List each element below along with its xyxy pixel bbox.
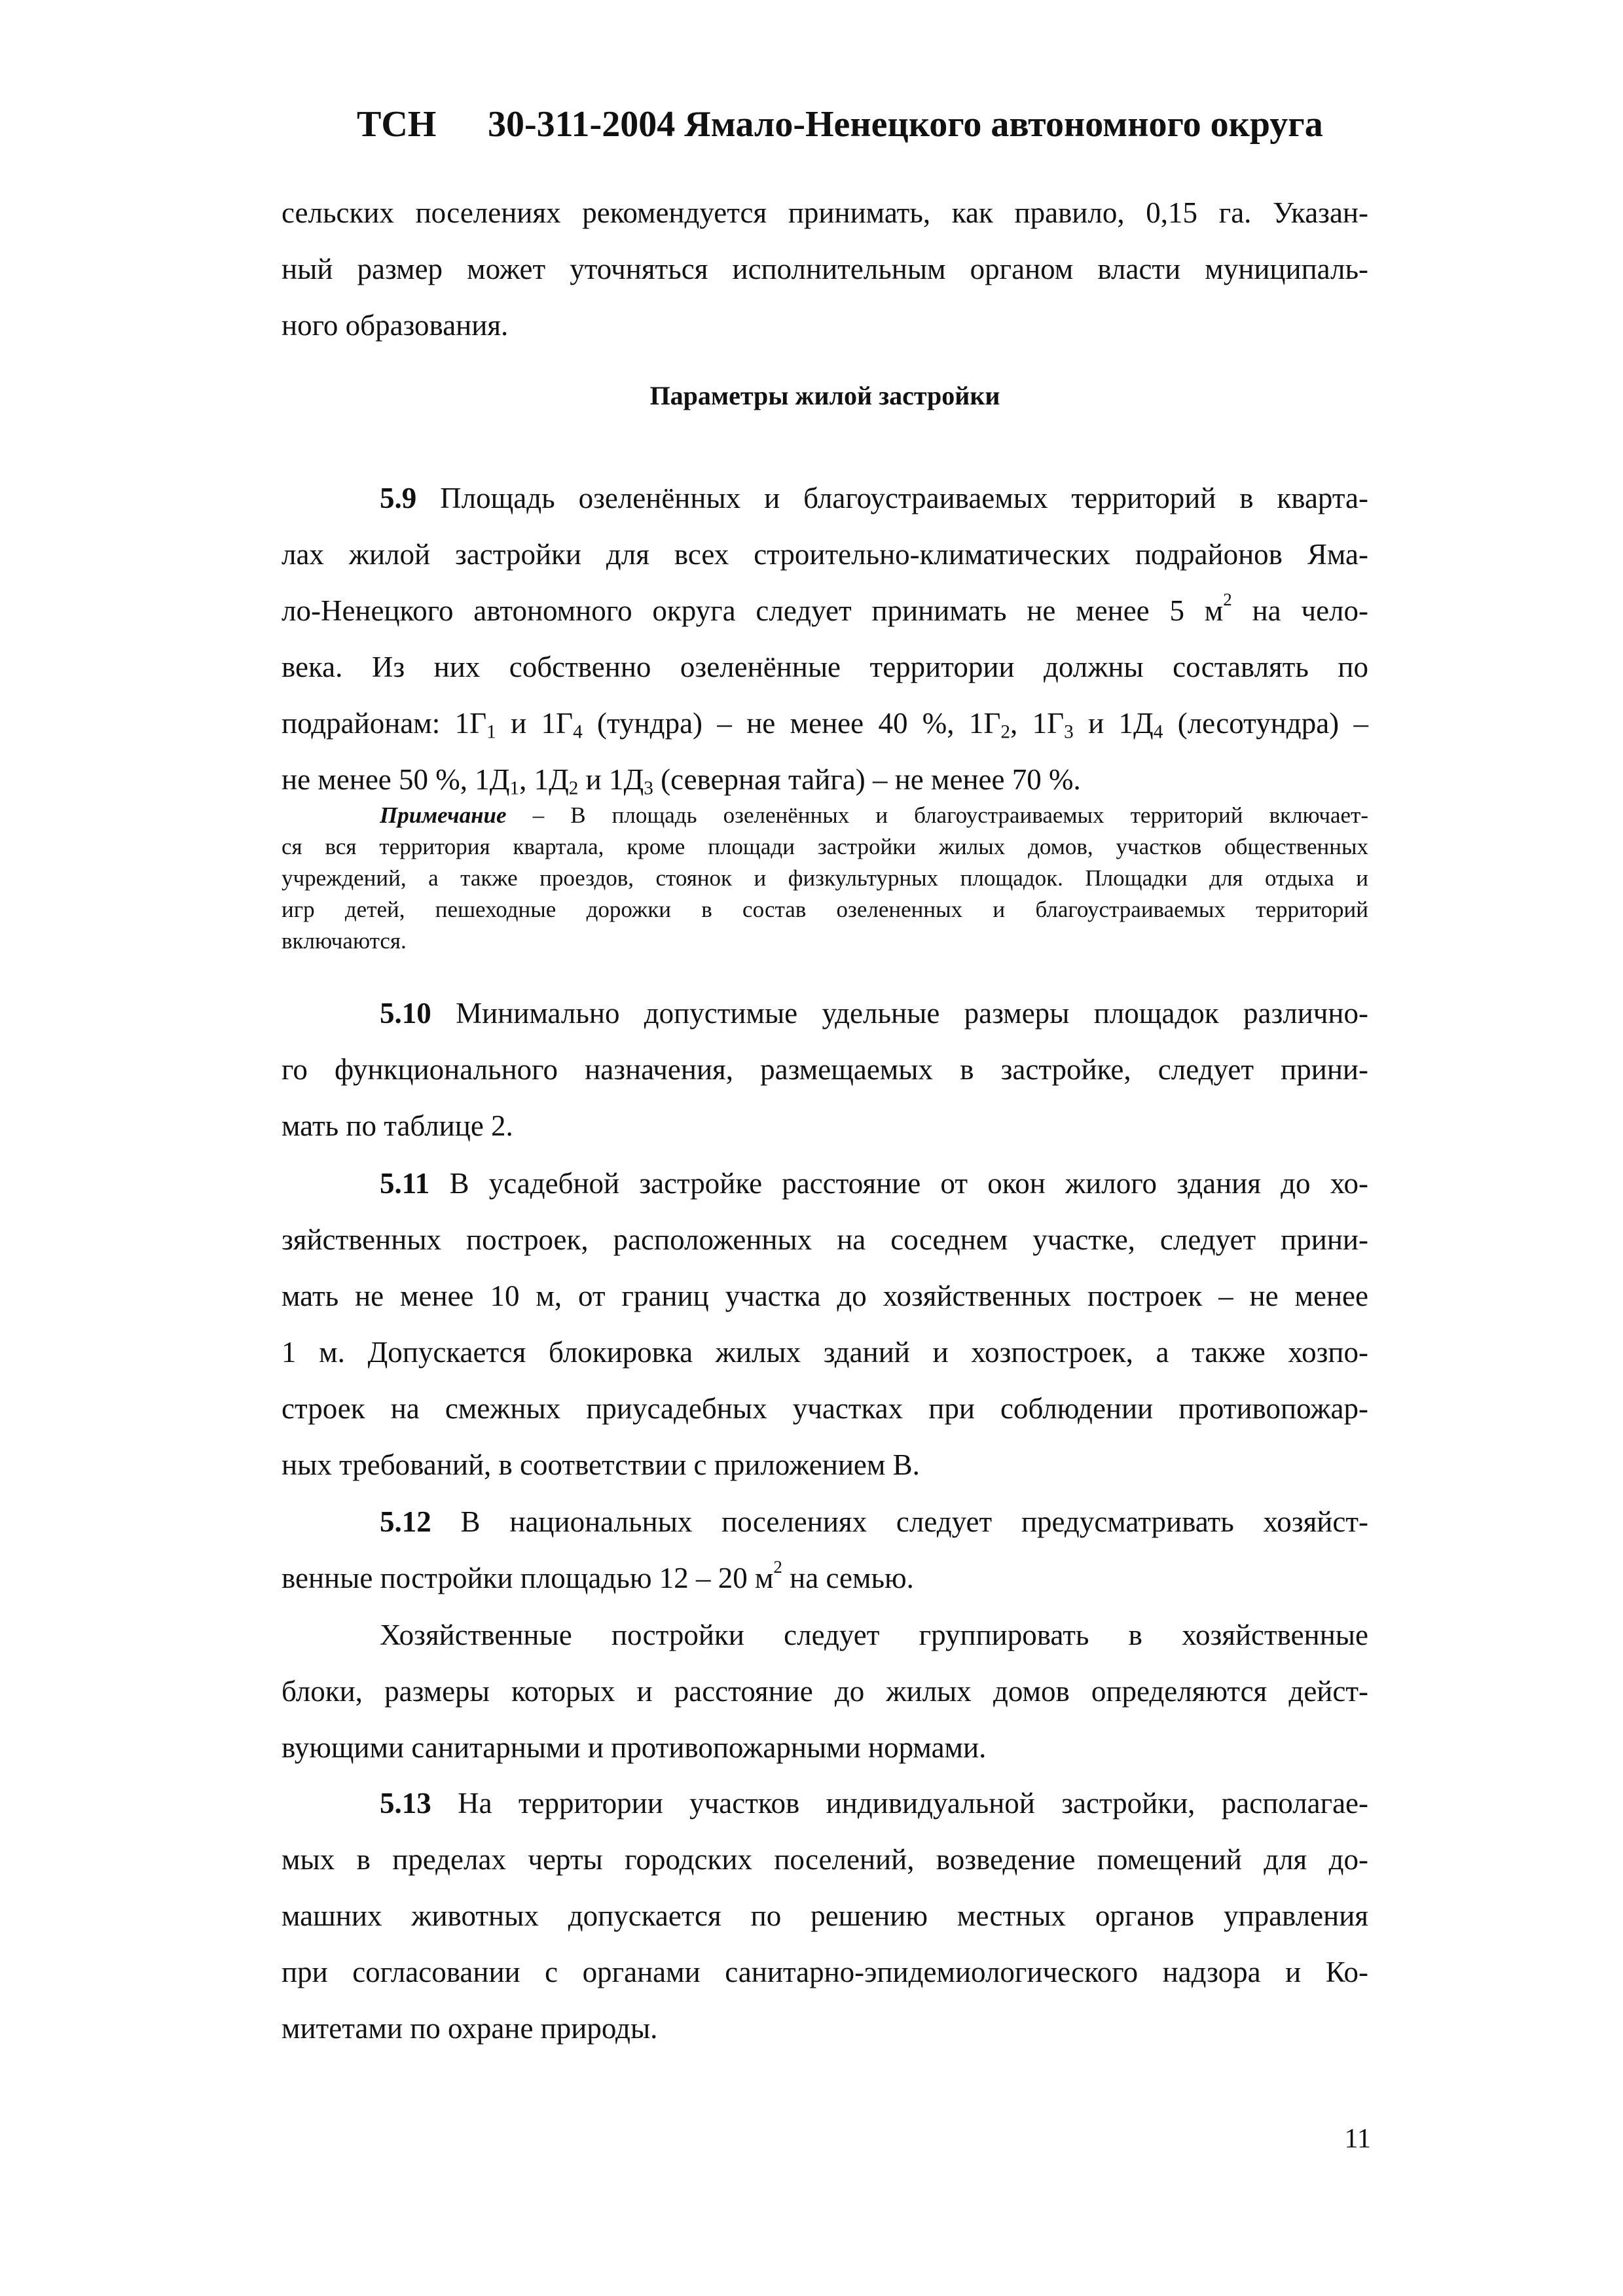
paragraph-line: 5.12 В национальных поселениях следует предусматривать хозяйст- [380,1505,1368,1538]
paragraph-line: митетами по охране природы. [282,2012,658,2045]
clause-number: 5.12 [380,1505,431,1538]
paragraph-line: ных требований, в соответствии с приложением В. [282,1448,920,1481]
page-number: 11 [1344,2124,1371,2154]
paragraph-line: го функционального назначения, размещаемых в застройке, следует прини- [282,1053,1368,1086]
note-line: ся вся территория квартала, кроме площади застройки жилых домов, участков общественных [282,834,1368,859]
paragraph-line: строек на смежных приусадебных участках при соблюдении противопожар- [282,1392,1368,1425]
paragraph-line: машних животных допускается по решению местных органов управления [282,1899,1368,1932]
paragraph-line: блоки, размеры которых и расстояние до жилых домов определяются дейст- [282,1675,1368,1708]
note-line: Примечание – В площадь озеленённых и благоустраиваемых территорий включает- [380,802,1368,828]
paragraph-line: не менее 50 %, $1Д_1$, $1Д_2$ и $1Д_3$ (северная тайга) – не менее 70 %. [282,763,1081,799]
paragraph-line: мать не менее 10 м, от границ участка до хозяйственных построек – не менее [282,1280,1368,1312]
paragraph-line: ный размер может уточняться исполнительным органом власти муниципаль- [282,253,1368,285]
note-5-9 [282,800,1368,957]
paragraph-line: мать по таблице 2. [282,1109,513,1142]
clause-5-13 [282,1775,1368,2056]
clause-number: 5.13 [380,1787,431,1820]
paragraph-line: века. Из них собственно озеленённые территории должны составлять по [282,651,1368,683]
standard-code-prefix: ТСН [357,104,437,145]
paragraph-line: лах жилой застройки для всех строительно-климатических подрайонов Яма- [282,538,1368,571]
paragraph-line: зяйственных построек, расположенных на соседнем участке, следует прини- [282,1223,1368,1256]
clause-5-11 [282,1155,1368,1493]
paragraph-line: подрайонам: $1Г_1$ и $1Г_4$ (тундра) – не менее 40 %, $1Г_2$, $1Г_3$ и $1Д_4$ (лесотундра) – [282,707,1369,743]
paragraph-line: 5.11 В усадебной застройке расстояние от окон жилого здания до хо- [380,1167,1368,1200]
clause-5-12 [282,1494,1368,1606]
paragraph-line: Хозяйственные постройки следует группировать в хозяйственные [380,1619,1368,1651]
paragraph-line: вующими санитарными и противопожарными нормами. [282,1731,987,1764]
clause-number: 5.11 [380,1167,430,1200]
clause-5-10 [282,985,1368,1154]
paragraph-line: мых в пределах черты городских поселений, возведение помещений для до- [282,1843,1368,1876]
paragraph-line: венные постройки площадью 12 – 20 $м^2$ на семью. [282,1557,914,1594]
standard-code-title: 30-311-2004 Ямало-Ненецкого автономного округа [488,104,1323,145]
paragraph-line: при согласовании с органами санитарно-эпидемиологического надзора и Ко- [282,1956,1368,1988]
paragraph-line: сельских поселениях рекомендуется принимать, как правило, 0,15 га. Указан- [282,196,1368,229]
note-line: учреждений, а также проездов, стоянок и физкультурных площадок. Площадки для отдыха и [282,865,1368,891]
intro-paragraph [282,185,1368,353]
note-line: включаются. [282,928,407,954]
clause-5-9 [282,470,1368,808]
paragraph-line: ло-Ненецкого автономного округа следует принимать не менее 5 $м^2$ на чело- [282,590,1368,627]
clause-5-12-continuation [282,1607,1368,1776]
note-line: игр детей, пешеходные дорожки в состав озелененных и благоустраиваемых территорий [282,897,1368,922]
clause-number: 5.10 [380,997,431,1030]
paragraph-line: 5.13 На территории участков индивидуальной застройки, располагае- [380,1787,1368,1820]
paragraph-line: ного образования. [282,309,509,342]
running-header [357,98,1368,151]
paragraph-line: 5.10 Минимально допустимые удельные размеры площадок различно- [380,997,1368,1030]
note-label: Примечание [380,802,507,828]
section-heading: Параметры жилой застройки [649,381,1000,410]
paragraph-line: 1 м. Допускается блокировка жилых зданий и хозпостроек, а также хозпо- [282,1336,1368,1369]
paragraph-line: 5.9 Площадь озеленённых и благоустраиваемых территорий в кварта- [380,482,1369,514]
clause-number: 5.9 [380,482,417,514]
